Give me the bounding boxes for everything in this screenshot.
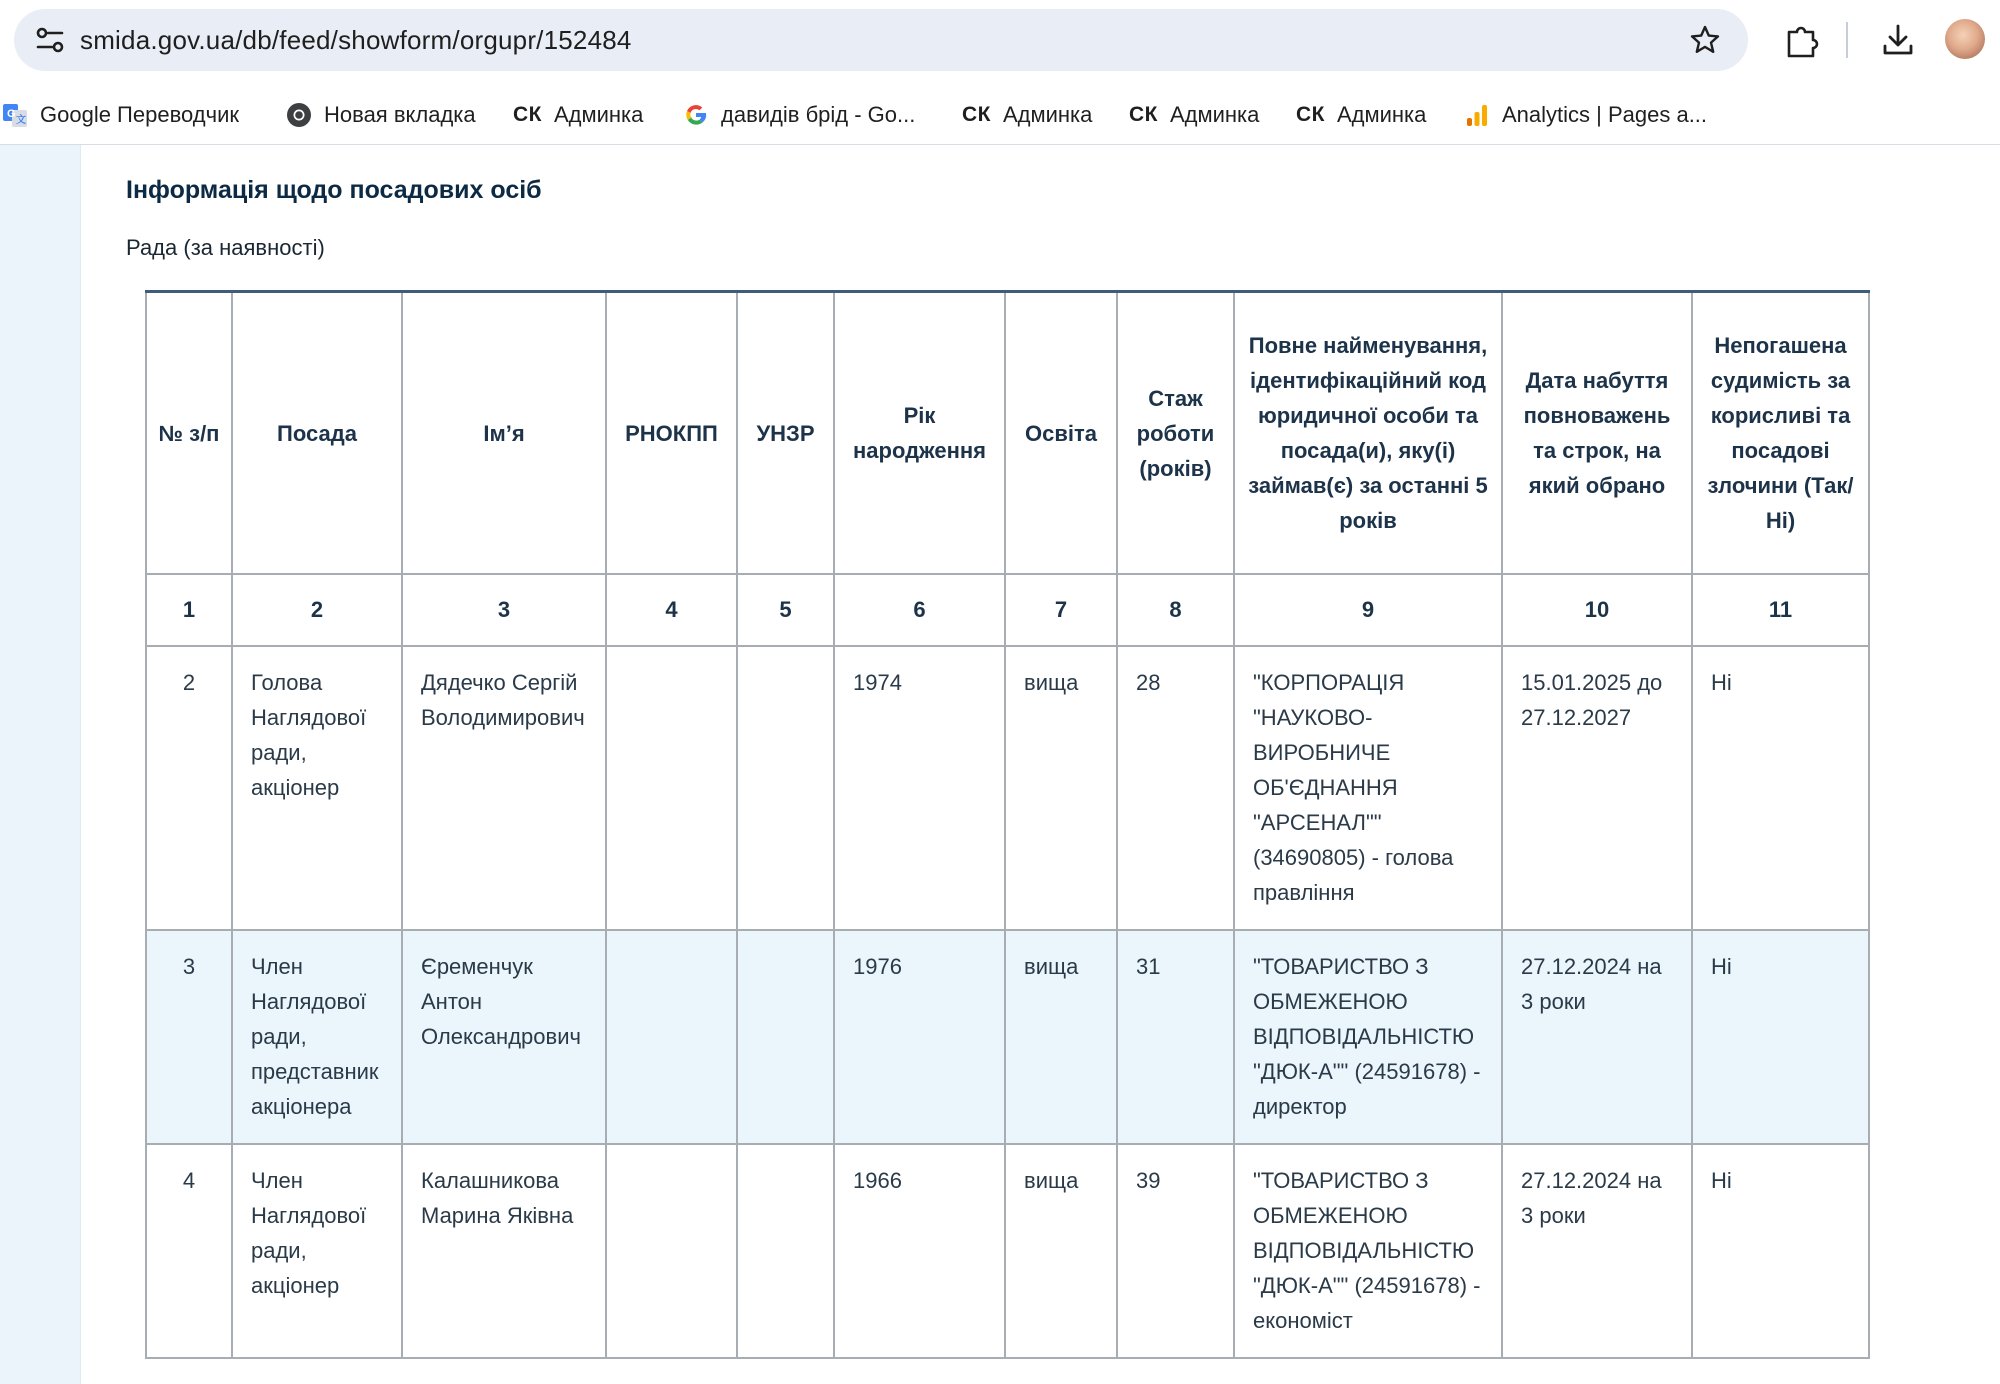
browser-toolbar [0, 0, 2000, 82]
google-translate-icon [2, 102, 28, 128]
cell-education: вища [1005, 930, 1117, 1144]
ck-icon: СК [1129, 103, 1158, 126]
cell-term: 27.12.2024 на 3 роки [1502, 930, 1692, 1144]
bookmark-label: Админка [1002, 102, 1093, 127]
cell-criminal-record: Ні [1692, 646, 1869, 930]
bookmark-label: Google Переводчик [40, 102, 239, 127]
url-text[interactable]: smida.gov.ua/db/feed/showform/orgupr/152484 [80, 25, 632, 55]
column-header: Посада [232, 292, 402, 575]
column-number: 8 [1117, 574, 1234, 646]
cell-previous-positions: "ТОВАРИСТВО З ОБМЕЖЕНОЮ ВІДПОВІДАЛЬНІСТЮ "ДЮК-А"" (24591678) - економіст [1234, 1144, 1502, 1358]
cell-rnokpp [606, 930, 737, 1144]
officials-table [145, 290, 1870, 1359]
column-number-row [146, 574, 1869, 646]
cell-birth-year: 1974 [834, 646, 1005, 930]
address-bar[interactable] [14, 9, 1748, 71]
download-icon[interactable] [1878, 20, 1918, 60]
table-row [146, 930, 1869, 1144]
left-sidebar-strip [0, 145, 81, 1384]
bookmarks-bar [0, 82, 2000, 145]
bookmark-label: давидів брід - Go... [721, 102, 916, 127]
column-number: 11 [1692, 574, 1869, 646]
column-header: Ім’я [402, 292, 606, 575]
column-header: № з/п [146, 292, 232, 575]
cell-education: вища [1005, 1144, 1117, 1358]
google-icon [683, 102, 709, 128]
cell-rnokpp [606, 1144, 737, 1358]
cell-previous-positions: "ТОВАРИСТВО З ОБМЕЖЕНОЮ ВІДПОВІДАЛЬНІСТЮ "ДЮК-А"" (24591678) - директор [1234, 930, 1502, 1144]
column-number: 4 [606, 574, 737, 646]
column-header: РНОКПП [606, 292, 737, 575]
bookmark-label: Админка [1169, 102, 1260, 127]
site-info-icon[interactable] [32, 23, 68, 57]
toolbar-separator [1846, 22, 1848, 58]
profile-avatar[interactable] [1945, 19, 1985, 59]
cell-unzr [737, 1144, 834, 1358]
bookmark-analytics[interactable] [1464, 100, 1707, 130]
bookmark-label: Analytics | Pages a... [1502, 102, 1708, 127]
bookmark-admin-4[interactable] [1296, 100, 1426, 130]
column-header: Стаж роботи (років) [1117, 292, 1234, 575]
ck-icon: СК [1296, 103, 1325, 126]
bookmark-star-icon[interactable] [1688, 23, 1722, 57]
svg-text:G: G [7, 108, 16, 120]
cell-position: Член Наглядової ради, представник акціонера [232, 930, 402, 1144]
cell-name: Калашникова Марина Яківна [402, 1144, 606, 1358]
cell-rnokpp [606, 646, 737, 930]
cell-unzr [737, 646, 834, 930]
cell-term: 15.01.2025 до 27.12.2027 [1502, 646, 1692, 930]
column-header: УНЗР [737, 292, 834, 575]
ck-icon: СК [513, 103, 542, 126]
cell-name: Єременчук Антон Олександрович [402, 930, 606, 1144]
column-number: 2 [232, 574, 402, 646]
extensions-icon[interactable] [1781, 20, 1821, 60]
cell-experience: 31 [1117, 930, 1234, 1144]
cell-name: Дядечко Сергій Володимирович [402, 646, 606, 930]
analytics-icon [1464, 102, 1490, 128]
cell-previous-positions: "КОРПОРАЦІЯ "НАУКОВО-ВИРОБНИЧЕ ОБ'ЄДНАННЯ "АРСЕНАЛ"" (34690805) - голова правління [1234, 646, 1502, 930]
bookmark-label: Админка [553, 102, 644, 127]
bookmark-label: Админка [1336, 102, 1427, 127]
bookmark-google-translate[interactable] [2, 100, 239, 130]
table-row [146, 646, 1869, 930]
column-header: Рік народження [834, 292, 1005, 575]
cell-number: 3 [146, 930, 232, 1144]
cell-birth-year: 1976 [834, 930, 1005, 1144]
column-header: Непогашена судимість за корисливі та посадові злочини (Так/Ні) [1692, 292, 1869, 575]
page-title: Інформація щодо посадових осіб [126, 176, 542, 204]
column-number: 5 [737, 574, 834, 646]
cell-number: 4 [146, 1144, 232, 1358]
bookmark-google-search[interactable] [683, 100, 915, 130]
column-header: Повне найменування, ідентифікаційний код юридичної особи та посада(и), яку(і) займав(є) за останні 5 років [1234, 292, 1502, 575]
column-header: Дата набуття повноважень та строк, на який обрано [1502, 292, 1692, 575]
cell-criminal-record: Ні [1692, 1144, 1869, 1358]
bookmark-admin-3[interactable] [1129, 100, 1259, 130]
bookmark-new-tab[interactable] [286, 100, 476, 130]
chrome-icon [286, 102, 312, 128]
cell-experience: 39 [1117, 1144, 1234, 1358]
cell-position: Голова Наглядової ради, акціонер [232, 646, 402, 930]
section-subtitle: Рада (за наявності) [126, 235, 325, 260]
bookmark-admin-1[interactable] [513, 100, 643, 130]
cell-term: 27.12.2024 на 3 роки [1502, 1144, 1692, 1358]
cell-birth-year: 1966 [834, 1144, 1005, 1358]
bookmark-admin-2[interactable] [962, 100, 1092, 130]
cell-unzr [737, 930, 834, 1144]
svg-text:文: 文 [16, 115, 26, 126]
column-number: 10 [1502, 574, 1692, 646]
cell-position: Член Наглядової ради, акціонер [232, 1144, 402, 1358]
cell-education: вища [1005, 646, 1117, 930]
column-number: 3 [402, 574, 606, 646]
cell-number: 2 [146, 646, 232, 930]
table-header-row [146, 292, 1869, 575]
column-number: 1 [146, 574, 232, 646]
cell-experience: 28 [1117, 646, 1234, 930]
ck-icon: СК [962, 103, 991, 126]
column-header: Освіта [1005, 292, 1117, 575]
cell-criminal-record: Ні [1692, 930, 1869, 1144]
table-row [146, 1144, 1869, 1358]
column-number: 9 [1234, 574, 1502, 646]
bookmark-label: Новая вкладка [324, 102, 476, 127]
column-number: 7 [1005, 574, 1117, 646]
column-number: 6 [834, 574, 1005, 646]
